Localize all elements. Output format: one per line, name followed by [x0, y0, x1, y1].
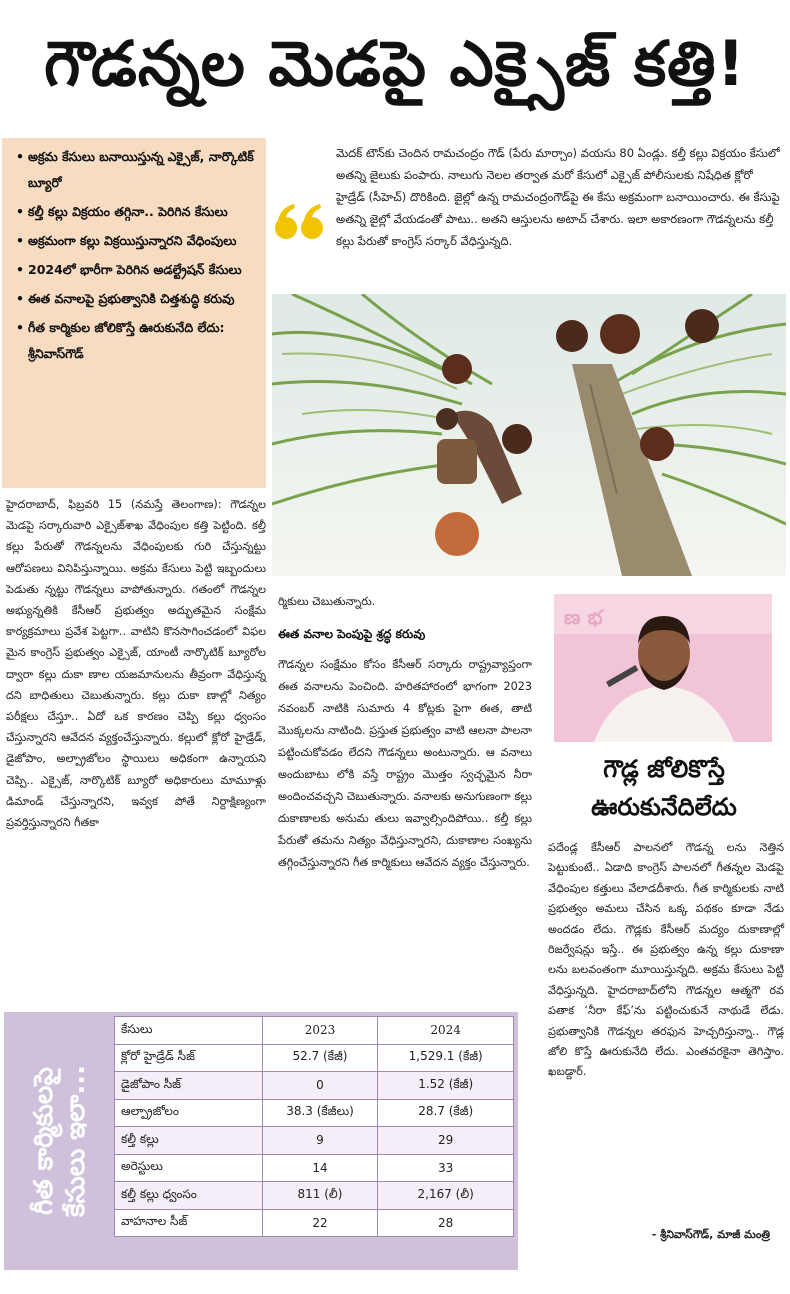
row-label-cell: కల్తీ కల్లు ధ్వంసం: [115, 1182, 263, 1210]
article-body-continued: ర్మికులు చెబుతున్నారు.: [278, 595, 376, 608]
value-cell: 1.52 (కేజీ): [378, 1072, 514, 1100]
table-row: [115, 1099, 514, 1127]
value-cell: 28.7 (కేజీ): [378, 1099, 514, 1127]
headline: గౌడన్నల మెడపై ఎక్సైజ్ కత్తి!: [44, 27, 746, 100]
table-header-row: [115, 1017, 514, 1045]
palm-tree-photo: [272, 294, 786, 576]
row-label-cell: ఆల్ప్రాజోలం: [115, 1099, 263, 1127]
subheading: ఈత వనాల పెంపుపై శ్రద్ధ కరువు: [278, 627, 426, 641]
column-header: 2024: [378, 1017, 514, 1045]
value-cell: 811 (లీ): [262, 1182, 378, 1210]
column-header: కేసులు: [115, 1017, 263, 1045]
stats-side-title-line2: కేసులు ఇలా...: [61, 1064, 91, 1218]
table-body: [115, 1044, 514, 1237]
table-row: [115, 1127, 514, 1155]
row-label-cell: క్లోరో హైడ్రేడ్ సీజ్: [115, 1044, 263, 1072]
quote-text: మెదక్ టౌన్‌కు చెందిన రామచంద్రం గౌడ్ (పేరు మార్చాం) వయసు 80 ఏండ్లు. కల్తీ కల్లు విక్రయం కేసులో అతన్ని జైలుకు పంపారు. నాలుగు నెలల తర్వాత మరో కేసులో ఎక్సైజ్ పోలీసులకు నిషేధిత క్లోరో హైడ్రేడ్ (సీహెచ్) దొరికింది. జైల్లో ఉన్న రామచంద్రంగౌడ్‌పై ఈ కేసు అక్రమంగా బనాయించారు. ఈ కేసుపై అతన్ని జైల్లో వేయడంతో పాటు.. అతని ఆస్తులను అటాచ్ చేశారు. ఇలా అకారణంగా గౌడన్నలను కల్తీ కల్లు పేరుతో కాంగ్రెస్ సర్కార్ వేధిస్తున్నది.: [336, 146, 780, 248]
table-row: [115, 1072, 514, 1100]
highlights-box: [2, 138, 266, 488]
value-cell: 14: [262, 1154, 378, 1182]
value-cell: 33: [378, 1154, 514, 1182]
highlight-item: • అక్రమ కేసులు బనాయిస్తున్న ఎక్సైజ్, నార్కొటిక్ బ్యూరో: [16, 144, 258, 196]
table-row: [115, 1182, 514, 1210]
row-label-cell: వాహనాల సీజ్: [115, 1209, 263, 1237]
stats-side-title: [10, 1012, 110, 1270]
highlight-item: • అక్రమంగా కల్లు విక్రయిస్తున్నారని వేధింపులు: [16, 228, 258, 254]
value-cell: 22: [262, 1209, 378, 1237]
article-body-column-2: గౌడన్నల సంక్షేమం కోసం కేసీఆర్ సర్కారు రాష్ట్రవ్యాప్తంగా ఈత వనాలను పెంచింది. హరితహారంలో భాగంగా 2023 నవంబర్ నాటికి సుమారు 4 కోట్లకు పైగా ఈత, తాటి మొక్కలను నాటింది. ప్రస్తుత ప్రభుత్వం వాటి ఆలనా పాలనా పట్టించుకోవడం లేదని గౌడన్నలు అంటున్నారు. ఆ వనాలు అందుబాటు లోకి వస్తే రాష్ట్రం మొత్తం స్వచ్ఛమైన నీరా అందించవచ్చని చెబుతున్నారు. వనాలకు అనుగుణంగా కల్లు దుకాణాలకు అనుమ తులు ఇవ్వాల్సిందిపోయి.. కల్తీ కల్లు పేరుతో తమను నిత్యం వేధిస్తున్నారని, దుకాణాల సంఖ్యను తగ్గించేస్తున్నారని గీత కార్మికులు ఆవేదన వ్యక్తం చేస్తున్నారు.: [278, 658, 532, 869]
table-row: [115, 1209, 514, 1237]
quote-mark-icon: [272, 198, 328, 246]
article-body-column-1: హైదరాబాద్, ఫిబ్రవరి 15 (నమస్తే తెలంగాణ): గౌడన్నల మెడపై సర్కారువారి ఎక్సైజ్‌శాఖ వేధింపుల కత్తి పెట్టింది. కల్తీ కల్లు పేరుతో గౌడన్నలను వేధింపులకు గురి చేస్తున్నట్టు ఆరోపణలు వినిపిస్తున్నాయి. అక్రమ కేసులు పెట్టి ఇబ్బందులు పెడుతు న్నట్టు గౌడన్నలు వాపోతున్నారు. గతంలో గౌడన్నల అభ్యున్నతికి కేసీఆర్ ప్రభుత్వం అద్భుతమైన సంక్షేమ కార్యక్రమాలు ప్రవేశ పెట్టగా.. వాటిని కొనసాగించడంలో విఫల మైన కాంగ్రెస్ ప్రభుత్వం ఎక్సైజ్, యాంటీ నార్కొటిక్ బ్యూరోల ద్వారా కల్లు దుకా ణాల యజమానులను తీవ్రంగా వేధిస్తున్న దని బాధితులు చెబుతున్నారు. కల్లు దుకా ణాల్లో నిత్యం పరీక్షలు చేస్తూ.. ఏదో ఒక కారణం చెప్పి కల్లు ధ్వంసం చేస్తున్నారని ఆవేదన వ్యక్తంచేస్తున్నారు. కల్లులో క్లోరో హైడ్రేడ్, డైజోపాం, అల్ప్రాజోలం స్థాయిలు అధికంగా ఉన్నాయని చెప్పి.. ఎక్సైజ్, నార్కొటిక్ బ్యూరో అధికారులు మామూళ్లు డిమాండ్ చేస్తున్నారని, ఇవ్వక పోతే నిర్దాక్షిణ్యంగా ప్రవర్తిస్తున్నారని గీతకా: [6, 498, 266, 830]
value-cell: 0: [262, 1072, 378, 1100]
table-row: [115, 1044, 514, 1072]
column-header: 2023: [262, 1017, 378, 1045]
highlight-item: • కల్తీ కల్లు విక్రయం తగ్గినా.. పెరిగిన కేసులు: [16, 199, 258, 225]
svg-text:ణ భ: ణ భ: [564, 605, 603, 629]
cases-table: [114, 1016, 514, 1237]
value-cell: 2,167 (లీ): [378, 1182, 514, 1210]
value-cell: 29: [378, 1127, 514, 1155]
row-label-cell: డైజోపాం సీజ్: [115, 1072, 263, 1100]
sidebar-headline: గౌడ్ల జోలికొస్తే ఊరుకునేదిలేదు: [591, 755, 737, 821]
cases-stats-box: [4, 1012, 518, 1270]
row-label-cell: అరెస్టులు: [115, 1154, 263, 1182]
sidebar-signature: - శ్రీనివాస్‌గౌడ్, మాజీ మంత్రి: [651, 1228, 770, 1241]
value-cell: 1,529.1 (కేజీ): [378, 1044, 514, 1072]
stats-side-title-line1: గీత కార్మికులపై: [29, 1067, 59, 1215]
highlights-list: [16, 144, 258, 367]
highlight-item: • 2024లో భారీగా పెరిగిన అడల్ట్రేషన్ కేసులు: [16, 257, 258, 283]
sidebar-body: పదేండ్ల కేసీఆర్ పాలనలో గౌడన్న లను నెత్తిన పెట్టుకుంటే.. ఏడాది కాంగ్రెస్ పాలనలో గీతన్నల మెడపై వేధింపుల కత్తులు వేలాడదీశారు. గీత కార్మికులకు నాటి ప్రభుత్వం అమలు చేసిన ఒక్క పథకం కూడా నేడు అందడం లేదు. గౌడ్లకు కేసీఆర్ మద్యం దుకాణాల్లో రిజర్వేషన్లు ఇస్తే.. ఈ ప్రభుత్వం ఉన్న కల్లు దుకాణా లను బలవంతంగా మూయిస్తున్నది. అక్రమ కేసులు పెట్టి వేధిస్తున్నది. హైదరాబాద్‌లోని గౌడన్నల ఆత్మగౌ రవ పతాక ‘నీరా కేఫ్’ను పట్టించుకునే నాథుడే లేడు. ప్రభుత్వానికి గౌడన్నల తరఫున హెచ్చరిస్తున్నా.. గౌడ్ల జోలి కొస్తే ఊరుకునేది లేదు. ఎంతవరకైనా తెగిస్తాం. ఖబడ్దార్.: [548, 841, 784, 1079]
table-row: [115, 1154, 514, 1182]
highlight-item: • ఈత వనాలపై ప్రభుత్వానికి చిత్తశుద్ధి కరువు: [16, 286, 258, 312]
value-cell: 28: [378, 1209, 514, 1237]
portrait-photo: [554, 594, 772, 742]
value-cell: 52.7 (కేజీ): [262, 1044, 378, 1072]
value-cell: 9: [262, 1127, 378, 1155]
value-cell: 38.3 (కేజీలు): [262, 1099, 378, 1127]
highlight-item: • గీత కార్మికుల జోలికొస్తే ఊరుకునేది లేదు: శ్రీనివాస్‌గౌడ్: [16, 315, 258, 367]
row-label-cell: కల్తీ కల్లు: [115, 1127, 263, 1155]
